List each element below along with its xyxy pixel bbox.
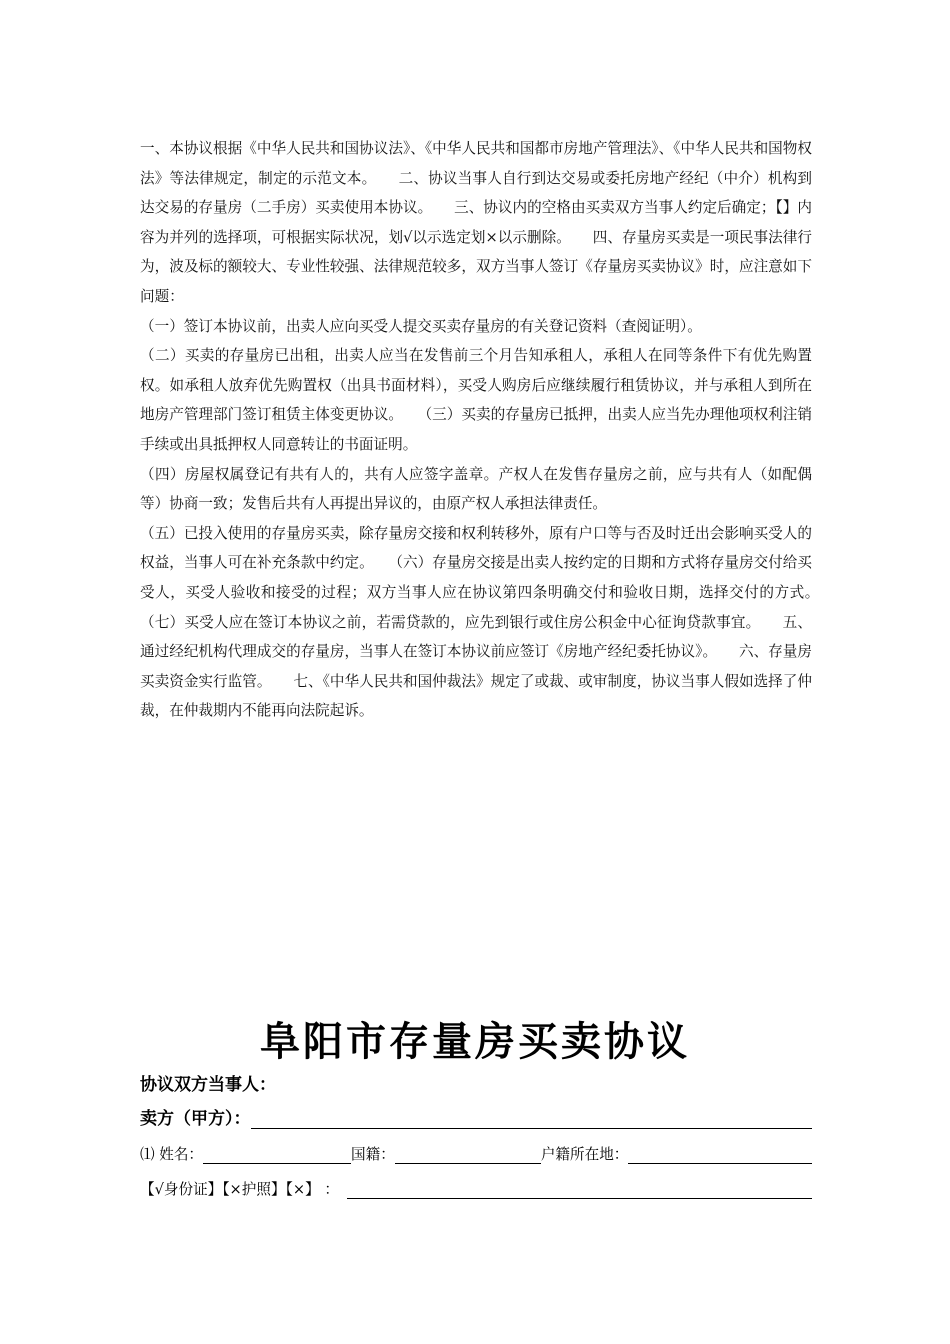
household-blank-field[interactable] [628,1143,812,1164]
parties-row [140,1070,812,1095]
id-type-label: 【√身份证】【×护照】【×】 ： [140,1181,339,1198]
name-blank-field[interactable] [203,1143,351,1164]
notes-paragraph: （二）买卖的存量房已出租，出卖人应当在发售前三个月告知承租人，承租人在同等条件下有优先购置权。如承租人放弃优先购置权（出具书面材料），买受人购房后应继续履行租赁协议，并与承租人到所在地房产管理部门签订租赁主体变更协议。 （三）买卖的存量房已抵押，出卖人应当先办理他项权利注销手续或出具抵押权人同意转让的书面证明。 [140,347,812,453]
notes-paragraph: 一、本协议根据《中华人民共和国协议法》、《中华人民共和国都市房地产管理法》、《中华人民共和国物权法》等法律规定，制定的示范文本。 二、协议当事人自行到达交易或委托房地产经纪（中介）机构到达交易的存量房（二手房）买卖使用本协议。 三、协议内的空格由买卖双方当事人约定后确定；【】内容为并列的选择项，可根据实际状况，划√以示选定划×以示删除。 四、存量房买卖是一项民事法律行为，波及标的额较大、专业性较强、法律规范较多，双方当事人签订《存量房买卖协议》时，应注意如下问题： [140,140,812,305]
notes-paragraph: （一）签订本协议前，出卖人应向买受人提交买卖存量房的有关登记资料（查阅证明）。 [140,317,702,335]
notes-paragraph: （四）房屋权属登记有共有人的，共有人应签字盖章。产权人在发售存量房之前，应与共有人（如配偶等）协商一致；发售后共有人再提出异议的，由原产权人承担法律责任。 [140,465,812,513]
id-number-blank-field[interactable] [347,1178,812,1199]
id-row [140,1178,812,1199]
seller-blank-field[interactable] [251,1108,813,1129]
usage-notes [140,134,842,726]
contract-title: 阜阳市存量房买卖协议 [260,1019,690,1065]
parties-label: 协议双方当事人： [140,1075,276,1095]
seller-label: 卖方（甲方）： [140,1109,251,1129]
household-label: 户籍所在地： [540,1146,629,1163]
seller-row [140,1104,812,1129]
seller-info-row [140,1143,812,1164]
nationality-blank-field[interactable] [395,1143,541,1164]
nationality-label: 国籍： [351,1146,395,1163]
notes-paragraph: （五）已投入使用的存量房买卖，除存量房交接和权利转移外，原有户口等与否及时迁出会影响买受人的权益，当事人可在补充条款中约定。 （六）存量房交接是出卖人按约定的日期和方式将存量房交付给买受人，买受人验收和接受的过程；双方当事人应在协议第四条明确交付和验收日期，选择交付的方式。 （七）买受人应在签订本协议之前，若需贷款的，应先到银行或住房公积金中心征询贷款事宜。 五、通过经纪机构代理成交的存量房，当事人在签订本协议前应签订《房地产经纪委托协议》。 六、存量房买卖资金实行监管。 七、《中华人民共和国仲裁法》规定了或裁、或审制度，协议当事人假如选择了仲裁，在仲裁期内不能再向法院起诉。 [140,524,842,720]
name-label: ⑴ 姓名： [140,1146,204,1163]
